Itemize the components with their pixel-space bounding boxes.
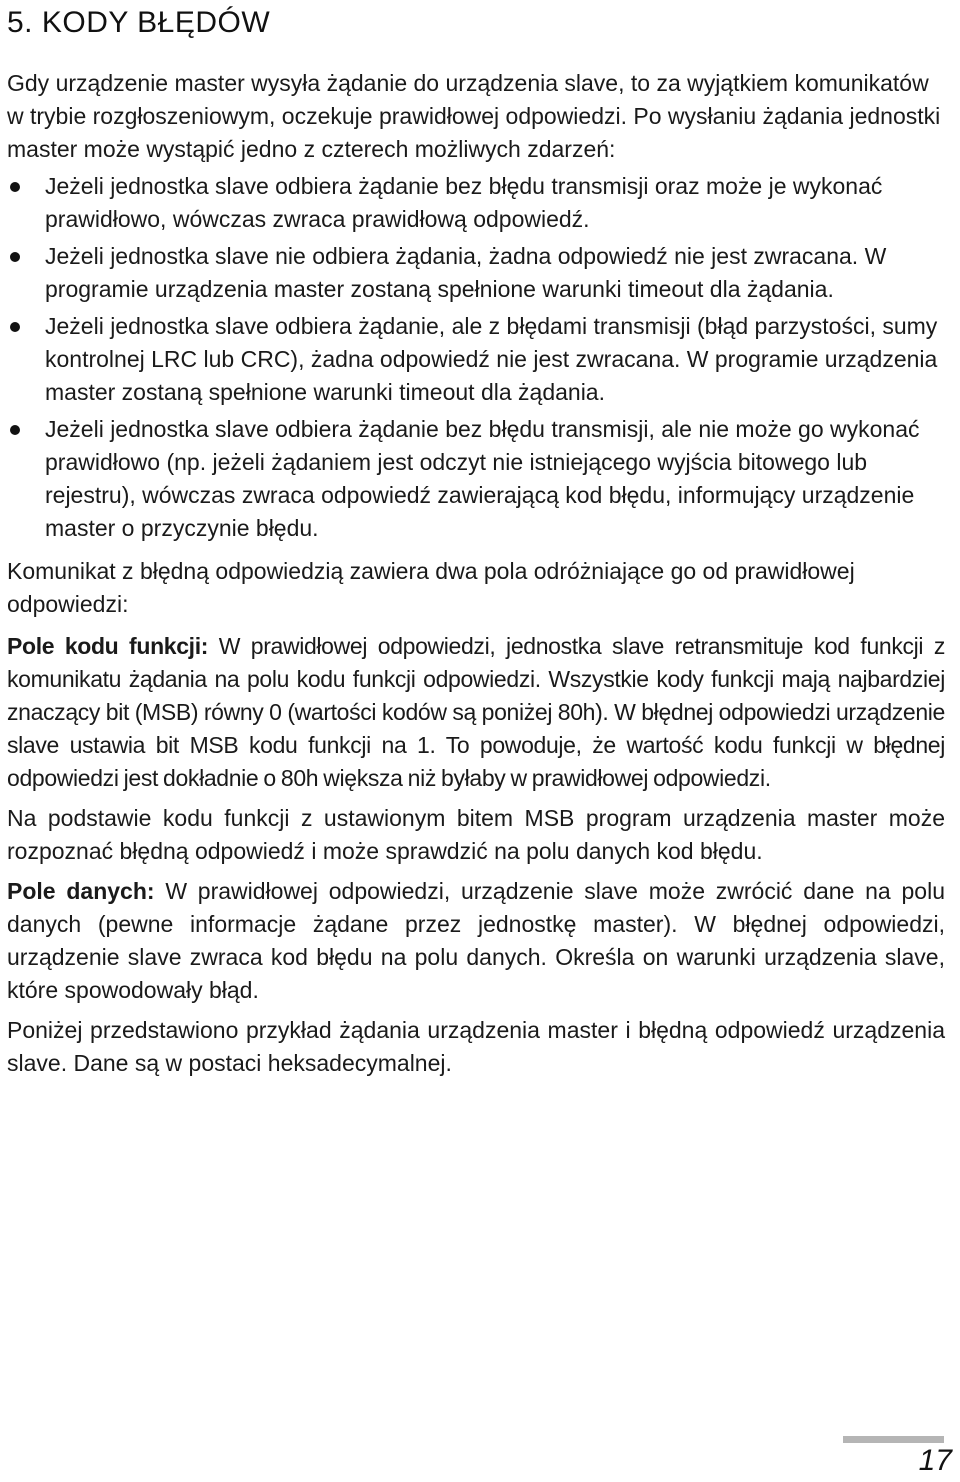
example-paragraph: Poniżej przedstawiono przykład żądania urządzenia master i błędną odpowiedź urządzenia slave. Dane są w postaci heksadecymalnej.	[7, 1017, 945, 1076]
response-case-item	[7, 413, 945, 545]
section-heading: 5. KODY BŁĘDÓW	[7, 6, 271, 39]
bullet-dot-icon	[10, 182, 20, 192]
function-code-field-text: W prawidłowej odpowiedzi, jednostka slave retransmituje kod funkcji z komunikatu żądania na polu kodu funkcji odpowiedzi. Wszystkie kody funkcji mają najbardziej znaczący bit (MSB) równy 0 (wartości kodów są poniżej 80h). W błędnej odpowiedzi urządzenie slave ustawia bit MSB kodu funkcji na 1. To powoduje, że wartość kodu funkcji w błędnej odpowiedzi jest dokładnie o 80h większa niż byłaby w prawidłowej odpowiedzi.	[7, 633, 945, 791]
data-field-text: W prawidłowej odpowiedzi, urządzenie slave może zwrócić dane na polu danych (pewne informacje żądane przez jednostkę master). W błędnej odpowiedzi, urządzenie slave zwraca kod błędu na polu danych. Określa on warunki urządzenia slave, które spowodowały błąd.	[7, 878, 945, 1003]
response-case-item	[7, 170, 945, 236]
response-case-item	[7, 240, 945, 306]
document-page	[7, 0, 945, 1080]
response-case-text: Jeżeli jednostka slave odbiera żądanie bez błędu transmisji oraz może je wykonać prawidłowo, wówczas zwraca prawidłową odpowiedź.	[45, 173, 883, 232]
data-field-term: Pole danych:	[7, 878, 155, 904]
msb-paragraph: Na podstawie kodu funkcji z ustawionym bitem MSB program urządzenia master może rozpoznać błędną odpowiedź i może sprawdzić na polu danych kod błędu.	[7, 805, 945, 864]
response-case-text: Jeżeli jednostka slave odbiera żądanie, ale z błędami transmisji (błąd parzystości, sumy kontrolnej LRC lub CRC), żadna odpowiedź nie jest zwracana. W programie urządzenia master zostaną spełnione warunki timeout dla żądania.	[45, 313, 938, 405]
data-field-paragraph	[7, 875, 945, 1007]
error-message-intro: Komunikat z błędną odpowiedzią zawiera dwa pola odróżniające go od prawidłowej odpowiedzi:	[7, 558, 855, 617]
response-case-text: Jeżeli jednostka slave nie odbiera żądania, żadna odpowiedź nie jest zwracana. W programie urządzenia master zostaną spełnione warunki timeout dla żądania.	[45, 243, 887, 302]
footer-rule	[843, 1436, 944, 1443]
response-cases-list	[7, 170, 945, 545]
page-number: 17	[918, 1444, 952, 1477]
response-case-item	[7, 310, 945, 409]
function-code-field-paragraph	[7, 630, 945, 795]
bullet-dot-icon	[10, 252, 20, 262]
intro-paragraph: Gdy urządzenie master wysyła żądanie do urządzenia slave, to za wyjątkiem komunikatów w trybie rozgłoszeniowym, oczekuje prawidłowej odpowiedzi. Po wysłaniu żądania jednostki master może wystąpić jedno z czterech możliwych zdarzeń:	[7, 70, 941, 162]
bullet-dot-icon	[10, 425, 20, 435]
bullet-dot-icon	[10, 322, 20, 332]
function-code-field-term: Pole kodu funkcji:	[7, 633, 209, 659]
response-case-text: Jeżeli jednostka slave odbiera żądanie bez błędu transmisji, ale nie może go wykonać prawidłowo (np. jeżeli żądaniem jest odczyt nie istniejącego wyjścia bitowego lub rejestru), wówczas zwraca odpowiedź zawierającą kod błędu, informujący urządzenie master o przyczynie błędu.	[45, 416, 920, 541]
